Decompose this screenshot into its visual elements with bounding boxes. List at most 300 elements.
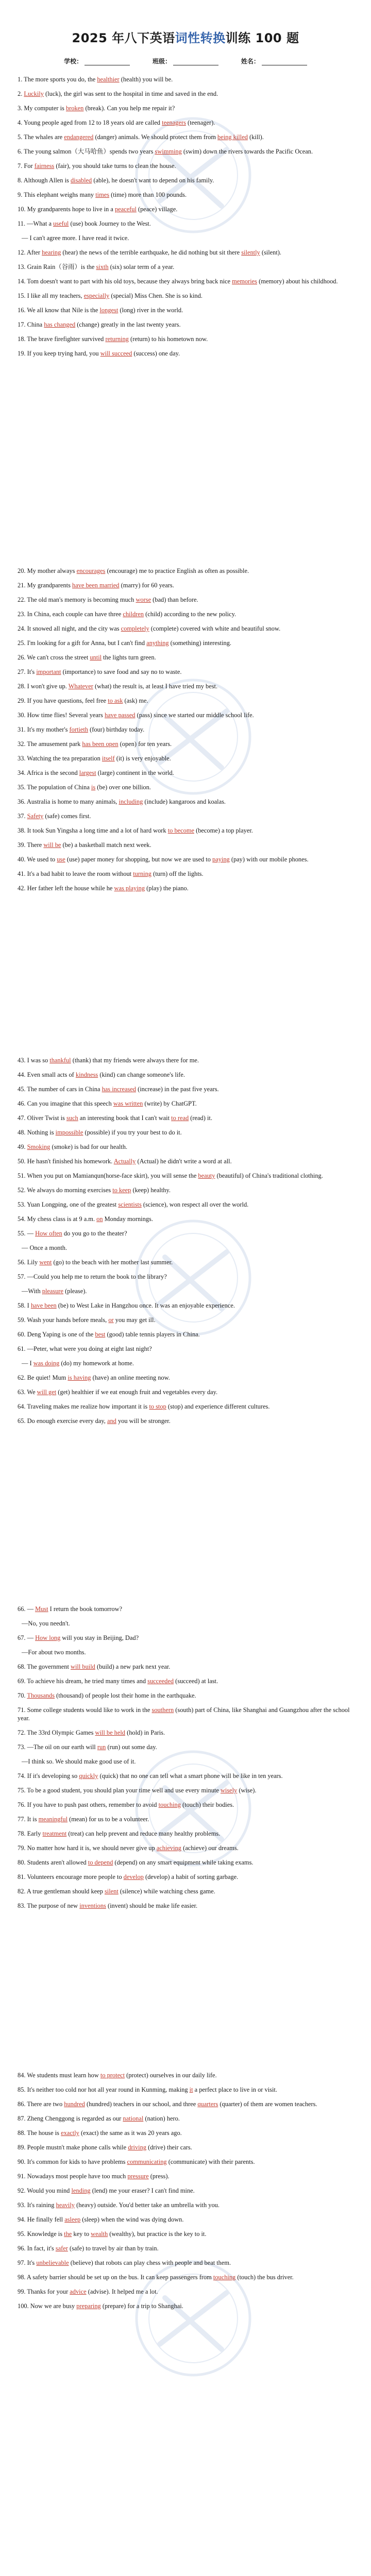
- question-number: 60: [18, 1331, 24, 1338]
- question-text: (hear) the news of the terrible earthquake, he did nothing but sit there: [61, 249, 242, 256]
- question-text: . The number of cars in China: [24, 1086, 102, 1093]
- answer-text: went: [39, 1259, 52, 1266]
- question-item: [18, 1128, 353, 1137]
- question-item: [18, 754, 353, 762]
- answer-text: succeeded: [147, 1677, 174, 1685]
- question-text: (protect) ourselves in our daily life.: [125, 2072, 217, 2079]
- question-text: . It took Sun Yingsha a long time and a lot of hard work: [24, 827, 168, 834]
- question-item: [18, 1114, 353, 1122]
- question-item: [18, 1258, 353, 1266]
- question-item: [18, 1388, 353, 1396]
- answer-text: develop: [123, 1873, 144, 1880]
- question-text: . —Peter, what were you doing at eight last night?: [24, 1345, 152, 1352]
- question-number: 6: [18, 148, 21, 155]
- question-text: . It's raining: [24, 2201, 56, 2209]
- question-number: 87: [18, 2115, 24, 2122]
- question-text: . If it's developing so: [24, 1772, 79, 1780]
- question-text: (silence) while watching chess game.: [118, 1888, 215, 1895]
- question-item: [18, 740, 353, 748]
- question-text: . The government: [24, 1663, 71, 1670]
- question-text: (prepare) for a trip to Shanghai.: [100, 2302, 183, 2310]
- question-item: [18, 1887, 353, 1895]
- answer-text: impossible: [55, 1129, 83, 1136]
- question-number: 44: [18, 1071, 24, 1078]
- answer-text: times: [95, 191, 110, 198]
- question-number: 90: [18, 2158, 24, 2165]
- question-item: [18, 191, 353, 199]
- answer-text: exactly: [61, 2129, 79, 2137]
- question-text: (child) according to the new policy.: [143, 611, 237, 618]
- question-text: . Zheng Chenggong is regarded as our: [24, 2115, 123, 2122]
- answer-text: important: [36, 668, 61, 675]
- question-item: [18, 769, 353, 777]
- question-text: . Thanks for your: [24, 2288, 70, 2295]
- question-number: 53: [18, 1201, 24, 1208]
- question-number: 15: [18, 292, 24, 299]
- question-text: . It's common for kids to have problems: [24, 2158, 127, 2165]
- question-number: 63: [18, 1388, 24, 1396]
- answer-text: on: [96, 1215, 103, 1223]
- question-text: . I like all my teachers,: [24, 292, 84, 299]
- answer-text: communicating: [127, 2158, 167, 2165]
- question-text: (do) my homework at home.: [59, 1360, 134, 1367]
- question-text: . Would you mind: [24, 2187, 72, 2194]
- question-text: . People mustn't make phone calls while: [24, 2144, 128, 2151]
- question-item: [18, 1634, 353, 1642]
- question-number: 89: [18, 2144, 24, 2151]
- question-item: [18, 2244, 353, 2252]
- question-number: 30: [18, 711, 24, 719]
- question-text: . Students aren't allowed: [24, 1859, 88, 1866]
- question-block-3: [18, 1056, 353, 1431]
- question-text: (memory) about his childhood.: [257, 278, 338, 285]
- answer-text: touching: [158, 1801, 181, 1808]
- question-number: 45: [18, 1086, 24, 1093]
- question-text: (nation) hero.: [143, 2115, 180, 2122]
- question-text: (success) one day.: [132, 350, 180, 357]
- question-number: 67: [18, 1634, 24, 1641]
- question-item: [18, 1301, 353, 1310]
- answer-text: have passed: [104, 711, 136, 719]
- question-text: . China: [24, 321, 44, 328]
- question-text: (encourage) me to practice English as often as possible.: [105, 567, 249, 574]
- question-text: (marry) for 60 years.: [119, 582, 174, 589]
- question-number: 27: [18, 668, 24, 675]
- answer-text: to read: [171, 1114, 189, 1122]
- question-number: 25: [18, 639, 24, 647]
- question-number: 77: [18, 1816, 24, 1823]
- question-number: 64: [18, 1403, 24, 1410]
- answer-text: being killed: [217, 133, 248, 141]
- question-item: [18, 2287, 353, 2296]
- question-number: 21: [18, 582, 24, 589]
- answer-text: Safety: [27, 812, 44, 820]
- question-text: (possible) if you try your best to do it.: [83, 1129, 182, 1136]
- question-item: [18, 812, 353, 820]
- question-text: (hundred) teachers in our school, and three: [85, 2100, 198, 2108]
- question-text: (fair), you should take turns to clean the house.: [54, 162, 176, 170]
- question-text: . A true gentleman should keep: [24, 1888, 105, 1895]
- question-text: (believe) that robots can play chess with people and beat them.: [69, 2259, 231, 2266]
- question-item: [18, 2187, 353, 2195]
- dialogue-reply: [18, 1648, 353, 1656]
- question-number: 40: [18, 856, 24, 863]
- answer-text: Actually: [113, 1158, 136, 1165]
- answer-text: turning: [133, 870, 151, 877]
- answer-text: Smoking: [27, 1143, 50, 1150]
- answer-text: heavily: [56, 2201, 75, 2209]
- question-text: . Traveling makes me realize how important it is: [24, 1403, 149, 1410]
- question-block-4: [18, 1605, 353, 1916]
- question-number: 17: [18, 321, 24, 328]
- answer-text: was playing: [114, 885, 145, 892]
- question-text: . When you put on Mamianqun(horse-face skirt), you will sense the: [24, 1172, 198, 1179]
- answer-text: How often: [35, 1230, 62, 1237]
- question-text: . Lily: [24, 1259, 40, 1266]
- answer-text: to stop: [149, 1403, 166, 1410]
- question-number: 80: [18, 1859, 24, 1866]
- answer-text: preparing: [76, 2302, 101, 2310]
- question-item: [18, 306, 353, 314]
- question-item: [18, 1215, 353, 1223]
- question-text: (heavy) outside. You'd better take an umbrella with you.: [75, 2201, 220, 2209]
- question-text: (touch) the bus driver.: [235, 2274, 294, 2281]
- question-text: (return) to his hometown now.: [128, 335, 208, 343]
- school-field[interactable]: 学校：: [64, 57, 130, 65]
- question-text: (quarter) of them are women teachers.: [218, 2100, 317, 2108]
- question-number: 58: [18, 1302, 24, 1309]
- question-text: (invent) should be make life easier.: [106, 1902, 198, 1909]
- question-item: [18, 2230, 353, 2238]
- question-number: 31: [18, 726, 24, 733]
- answer-text: wealth: [91, 2230, 108, 2238]
- answer-text: peaceful: [114, 206, 137, 213]
- question-text: (Actual) he didn't write a word at all.: [136, 1158, 232, 1165]
- question-text: (stop) and experience different cultures.: [166, 1403, 270, 1410]
- question-number: 47: [18, 1114, 24, 1122]
- answer-text: Thousands: [27, 1692, 55, 1699]
- answer-text: kindness: [75, 1071, 98, 1078]
- answer-text: swimming: [155, 148, 182, 155]
- question-number: 13: [18, 263, 24, 270]
- question-item: [18, 1172, 353, 1180]
- question-text: . —: [24, 1634, 36, 1641]
- question-text: (something) interesting.: [168, 639, 232, 647]
- question-text: . I: [24, 1302, 31, 1309]
- class-field[interactable]: 班级：: [153, 57, 218, 65]
- question-text: (develop) a habit of sorting garbage.: [143, 1873, 239, 1880]
- question-item: [18, 90, 353, 98]
- question-text: . We always do morning exercises: [24, 1187, 113, 1194]
- dialogue-reply: [18, 1757, 353, 1766]
- question-text: . It snowed all night, and the city was: [24, 625, 121, 632]
- question-text: the lights turn green.: [102, 654, 156, 661]
- question-number: 66: [18, 1605, 24, 1613]
- question-item: [18, 1374, 353, 1382]
- answer-text: advice: [70, 2288, 87, 2295]
- answer-text: inventions: [79, 1902, 106, 1909]
- question-number: 39: [18, 841, 24, 849]
- question-text: . My mother always: [24, 567, 77, 574]
- question-text: . —: [24, 1230, 36, 1237]
- question-item: [18, 1056, 353, 1064]
- question-text: (good) table tennis players in China.: [105, 1331, 200, 1338]
- question-text: (get) healthier if we eat enough fruit and vegetables every day.: [56, 1388, 218, 1396]
- question-item: [18, 277, 353, 285]
- question-text: . For: [21, 162, 35, 170]
- answer-text: Whatever: [68, 683, 93, 690]
- question-item: [18, 1417, 353, 1425]
- question-text: you will be stronger.: [116, 1417, 171, 1425]
- question-text: (touch) their bodies.: [180, 1801, 234, 1808]
- question-text: (danger) animals. We should protect them from: [93, 133, 218, 141]
- question-text: (keep) healthy.: [131, 1187, 171, 1194]
- answer-text: returning: [105, 335, 129, 343]
- question-text: (exact) the same as it was 20 years ago.: [79, 2129, 182, 2137]
- question-item: [18, 2143, 353, 2151]
- question-text: . After: [24, 249, 42, 256]
- answer-text: unbelievable: [36, 2259, 69, 2266]
- question-number: 56: [18, 1259, 24, 1266]
- answer-text: endangered: [64, 133, 94, 141]
- question-text: (drive) their cars.: [146, 2144, 192, 2151]
- answer-text: to keep: [112, 1187, 131, 1194]
- answer-text: and: [107, 1417, 116, 1425]
- question-number: 52: [18, 1187, 24, 1194]
- question-item: [18, 2100, 353, 2108]
- question-text: . Nothing is: [24, 1129, 56, 1136]
- answer-text: asleep: [64, 2216, 81, 2223]
- question-item: [18, 104, 353, 112]
- question-number: 100: [18, 2302, 27, 2310]
- student-info-line: [0, 57, 371, 65]
- question-item: [18, 1229, 353, 1238]
- question-item: [18, 668, 353, 676]
- question-text: (long) river in the world.: [118, 307, 183, 314]
- question-item: [18, 610, 353, 618]
- question-text: (please).: [63, 1287, 87, 1295]
- question-text: . My chess class is at 9 a.m.: [24, 1215, 97, 1223]
- question-number: 83: [18, 1902, 24, 1909]
- answer-text: driving: [128, 2144, 147, 2151]
- question-text: . Although Allen is: [21, 177, 71, 184]
- question-number: 35: [18, 784, 24, 791]
- question-text: (quick) that no one can tell what a smart phone will be like in ten years.: [98, 1772, 283, 1780]
- question-text: . Watching the tea preparation: [24, 755, 102, 762]
- question-item: [18, 118, 353, 127]
- question-text: . Yuan Longping, one of the greatest: [24, 1201, 119, 1208]
- question-text: . Can you imagine that this speech: [24, 1100, 113, 1107]
- question-item: [18, 1157, 353, 1165]
- question-text: . The population of China: [24, 784, 91, 791]
- question-number: 88: [18, 2129, 24, 2137]
- question-text: —I think so. We should make good use of it.: [22, 1758, 136, 1765]
- name-field[interactable]: 姓名：: [241, 57, 307, 65]
- question-item: [18, 581, 353, 589]
- question-text: . There: [24, 841, 44, 849]
- question-item: [18, 1605, 353, 1613]
- question-number: 41: [18, 870, 24, 877]
- question-item: [18, 1815, 353, 1823]
- question-number: 99: [18, 2288, 24, 2295]
- question-text: . We can't cross the street: [24, 654, 90, 661]
- question-text: (write) by ChatGPT.: [143, 1100, 197, 1107]
- question-item: [18, 567, 353, 575]
- answer-text: it: [189, 2086, 193, 2093]
- question-text: (read) it.: [189, 1114, 212, 1122]
- answer-text: have been married: [72, 582, 120, 589]
- question-number: 29: [18, 697, 24, 704]
- answer-text: has changed: [44, 321, 76, 328]
- question-text: . My grandparents hope to live in a: [24, 206, 115, 213]
- question-text: . Her father left the house while he: [24, 885, 114, 892]
- question-text: (kill).: [247, 133, 264, 141]
- question-item: [18, 826, 353, 835]
- question-text: . I was so: [24, 1057, 50, 1064]
- question-text: . We used to: [24, 856, 57, 863]
- question-number: 11: [18, 220, 24, 227]
- question-number: 26: [18, 654, 24, 661]
- question-text: . It's neither too cold nor hot all year round in Kunming, making: [24, 2086, 190, 2093]
- question-text: you may get ill.: [113, 1316, 156, 1324]
- question-text: . We: [24, 1388, 37, 1396]
- answer-text: How long: [35, 1634, 61, 1641]
- question-text: (be) to West Lake in Hangzhou once. It was an enjoyable experience.: [56, 1302, 235, 1309]
- question-text: (have) an online meeting now.: [91, 1374, 170, 1381]
- question-text: (lend) me your eraser? I can't find mine.: [90, 2187, 195, 2194]
- question-text: (press).: [148, 2173, 170, 2180]
- question-text: . The amusement park: [24, 740, 82, 748]
- question-text: (smoke) is bad for our health.: [50, 1143, 128, 1150]
- question-text: . The 33rd Olympic Games: [24, 1729, 95, 1736]
- question-item: [18, 1691, 353, 1700]
- question-text: . The purpose of new: [24, 1902, 80, 1909]
- answer-text: memories: [232, 278, 258, 285]
- question-number: 84: [18, 2072, 24, 2079]
- question-text: . Tom doesn't want to part with his old toys, because they always bring back nice: [24, 278, 232, 285]
- question-number: 94: [18, 2216, 24, 2223]
- answer-text: beauty: [198, 1172, 215, 1179]
- question-item: [18, 682, 353, 690]
- answer-text: was doing: [33, 1360, 60, 1367]
- question-text: (safe) comes first.: [43, 812, 91, 820]
- question-text: . There are two: [24, 2100, 64, 2108]
- answer-text: completely: [121, 625, 149, 632]
- page-title: [0, 28, 371, 46]
- question-number: 54: [18, 1215, 24, 1223]
- question-number: 43: [18, 1057, 24, 1064]
- answer-text: anything: [146, 639, 169, 647]
- question-text: (south) part of China, like Shanghai and Guangzhou after the school year.: [18, 1706, 350, 1722]
- answer-text: pleasure: [42, 1287, 64, 1295]
- question-text: . Some college students would like to work in the: [24, 1706, 152, 1714]
- question-item: [18, 1071, 353, 1079]
- question-number: 20: [18, 567, 24, 574]
- question-text: .: [21, 90, 24, 97]
- question-text: . No matter how hard it is, we should never give up: [24, 1844, 157, 1852]
- question-item: [18, 292, 353, 300]
- question-text: (special) Miss Chen. She is so kind.: [109, 292, 203, 299]
- answer-text: broken: [65, 105, 84, 112]
- question-number: 2: [18, 90, 21, 97]
- answer-text: children: [123, 611, 144, 618]
- question-item: [18, 320, 353, 329]
- question-text: . —Could you help me to return the book to the library?: [24, 1273, 167, 1280]
- question-item: [18, 349, 353, 358]
- question-text: . Australia is home to many animals,: [24, 798, 119, 805]
- question-text: do you go to the theater?: [62, 1230, 127, 1237]
- question-number: 49: [18, 1143, 24, 1150]
- question-text: (change) greatly in the last twenty years.: [75, 321, 181, 328]
- question-item: [18, 2273, 353, 2281]
- question-text: . Now we are busy: [27, 2302, 77, 2310]
- question-text: (mean) for us to be a volunteer.: [68, 1816, 149, 1823]
- answer-text: silently: [241, 249, 260, 256]
- question-item: [18, 205, 353, 213]
- question-text: . Young people aged from 12 to 18 years old are called: [21, 119, 162, 126]
- answer-text: use: [57, 856, 65, 863]
- question-item: [18, 1345, 353, 1353]
- question-item: [18, 1706, 353, 1722]
- question-item: [18, 1677, 353, 1685]
- question-number: 18: [18, 335, 24, 343]
- question-text: (wise).: [237, 1787, 257, 1794]
- answer-text: worse: [136, 596, 151, 603]
- question-text: (build) a new park next year.: [95, 1663, 171, 1670]
- question-number: 22: [18, 596, 24, 603]
- answer-text: run: [97, 1743, 106, 1751]
- question-number: 23: [18, 611, 24, 618]
- question-item: [18, 711, 353, 719]
- question-text: . —: [24, 1605, 36, 1613]
- question-text: . How time flies! Several years: [24, 711, 105, 719]
- question-number: 98: [18, 2274, 24, 2281]
- question-number: 70: [18, 1692, 24, 1699]
- question-number: 62: [18, 1374, 24, 1381]
- question-text: . Nowadays most people have too much: [24, 2173, 128, 2180]
- question-number: 61: [18, 1345, 24, 1352]
- question-number: 16: [18, 307, 24, 314]
- question-text: . Africa is the second: [24, 769, 79, 776]
- question-item: [18, 335, 353, 343]
- question-item: [18, 1099, 353, 1108]
- question-item: [18, 162, 353, 170]
- answer-text: sixth: [96, 263, 109, 270]
- question-text: (science), won respect all over the world.: [141, 1201, 249, 1208]
- question-block-2: [18, 567, 353, 899]
- question-block-1: [18, 75, 353, 364]
- question-number: 5: [18, 133, 21, 141]
- title-prefix: 2025 年八下英语: [72, 31, 175, 45]
- question-text: —No, you needn't.: [22, 1620, 70, 1627]
- answer-text: lending: [71, 2187, 91, 2194]
- answer-text: Luckily: [24, 90, 44, 97]
- question-number: 68: [18, 1663, 24, 1670]
- answer-text: until: [90, 654, 102, 661]
- question-text: a perfect place to live in or visit.: [193, 2086, 277, 2093]
- answer-text: fortieth: [69, 726, 88, 733]
- question-number: 33: [18, 755, 24, 762]
- question-text: . Volunteers encourage more people to: [24, 1873, 124, 1880]
- question-number: 78: [18, 1830, 24, 1837]
- question-text: (bad) than before.: [151, 596, 198, 603]
- answer-text: largest: [79, 769, 96, 776]
- answer-text: including: [119, 798, 143, 805]
- question-item: [18, 798, 353, 806]
- answer-text: healthier: [97, 76, 120, 83]
- question-text: . The young salmon（大马哈鱼）spends two years: [21, 148, 155, 155]
- answer-text: is having: [68, 1374, 91, 1381]
